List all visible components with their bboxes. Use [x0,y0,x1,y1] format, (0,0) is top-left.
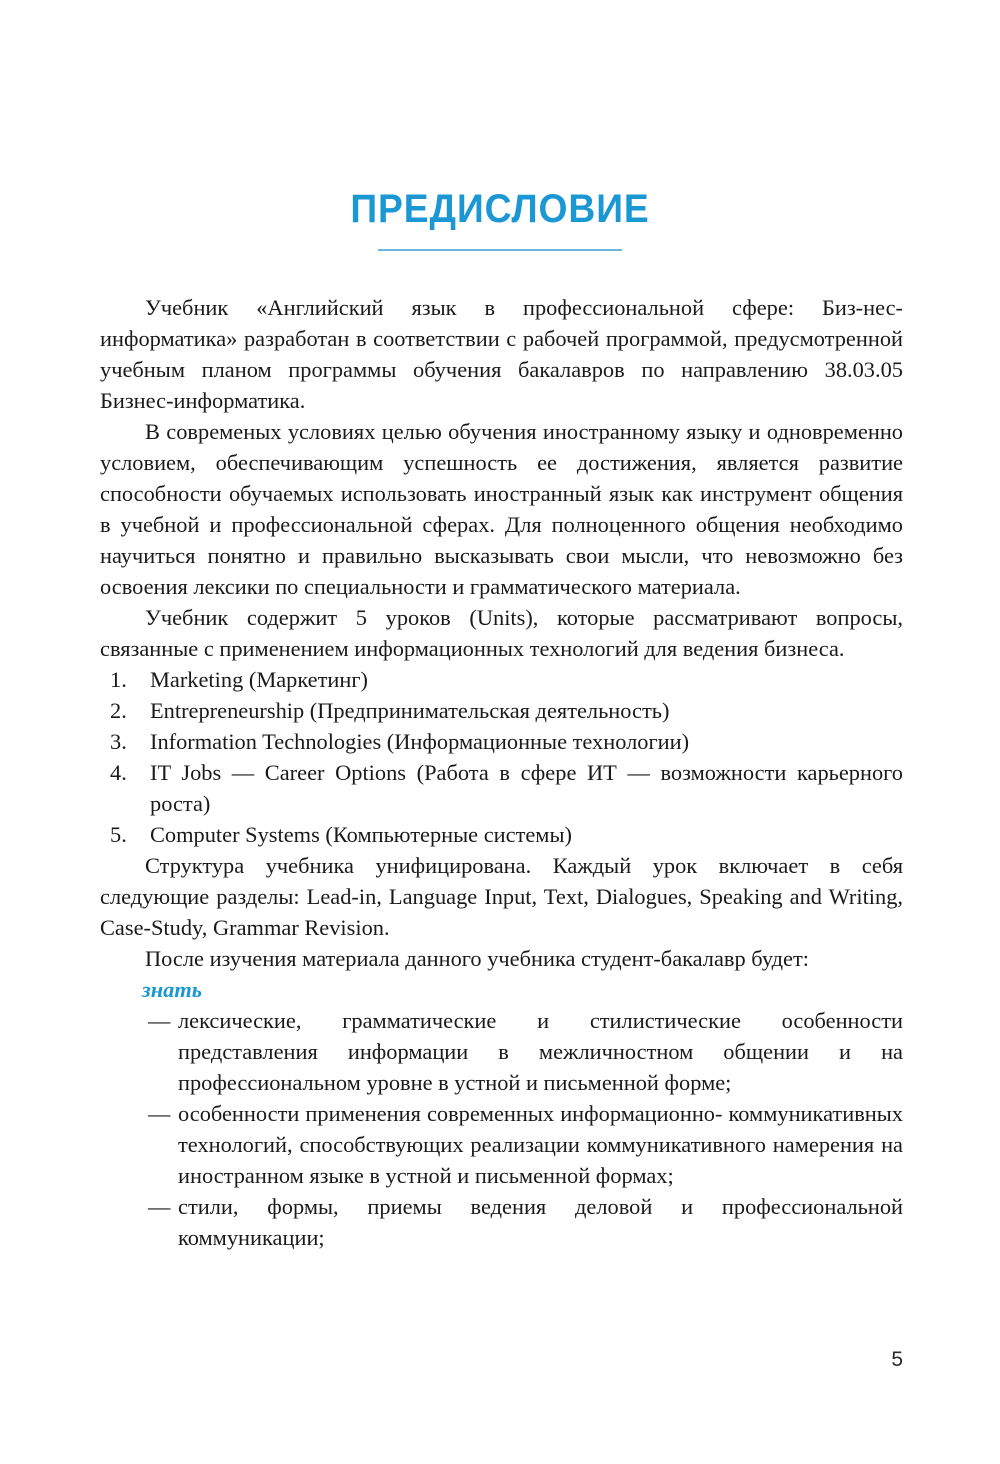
list-item-label: Marketing (Маркетинг) [150,667,369,692]
list-item-number: 1. [110,667,127,692]
em-dash-bullet-icon: — [148,1008,171,1033]
em-dash-bullet-icon: — [148,1194,171,1219]
list-item-label: Entrepreneurship (Предпринимательская деятельность) [150,698,670,723]
page-title: ПРЕДИСЛОВИЕ [350,187,650,231]
em-dash-bullet-icon: — [148,1101,171,1126]
list-item [110,757,903,819]
list-item-label: Information Technologies (Информационные технологии) [150,729,690,754]
paragraph-structure: Структура учебника унифицирована. Каждый урок включает в себя следующие разделы: Lead-in, Language Input, Text, Dialogues, Speaking and Writing, Case-Study, Grammar Revision. [100,853,903,940]
list-item [110,726,903,757]
list-item-number: 5. [110,822,127,847]
paragraph-goals: В современых условиях целью обучения иностранному языку и одновременно условием, обеспечивающим успешность ее достижения, является развитие способности обучаемых использовать иностранный язык как инструмент общения в учебной и профессиональной сферах. Для полноценного общения необходимо научиться понятно и правильно высказывать свои мысли, что невозможно без освоения лексики по специальности и грамматического материала. [100,419,903,599]
competency-list [100,1005,903,1253]
list-item-label: особенности применения современных информационно- коммуникативных технологий, способствующих реализации коммуникативного намерения на иностранном языке в устной и письменной формах; [178,1101,903,1188]
document-body [100,292,903,1253]
list-item [148,1005,903,1098]
title-block [0,186,1000,251]
list-item [148,1191,903,1253]
unit-list [100,664,903,850]
list-item-number: 4. [110,760,127,785]
title-underline-rule [378,249,622,251]
list-item-label: Computer Systems (Компьютерные системы) [150,822,572,847]
list-item-number: 2. [110,698,127,723]
paragraph-units-intro: Учебник содержит 5 уроков (Units), которые рассматривают вопросы, связанные с применением информационных технологий для ведения бизнеса. [100,605,903,661]
list-item [110,819,903,850]
list-item [110,695,903,726]
paragraph-intro: Учебник «Английский язык в профессиональной сфере: Биз-нес-информатика» разработан в соответствии с рабочей программой, предусмотренной учебным планом программы обучения бакалавров по направлению 38.03.05 Бизнес-информатика. [100,295,903,413]
list-item-label: стили, формы, приемы ведения деловой и профессиональной коммуникации; [178,1194,903,1250]
list-item [110,664,903,695]
list-item-label: IT Jobs — Career Options (Работа в сфере ИТ — возможности карьерного роста) [150,760,903,816]
page-number: 5 [891,1348,903,1371]
paragraph-outcomes-intro: После изучения материала данного учебника студент-бакалавр будет: [145,946,809,971]
list-item-number: 3. [110,729,127,754]
list-item-label: лексические, грамматические и стилистические особенности представления информации в межличностном общении и на профессиональном уровне в устной и письменной форме; [178,1008,903,1095]
list-item [148,1098,903,1191]
outcome-heading-know: знать [142,977,203,1002]
